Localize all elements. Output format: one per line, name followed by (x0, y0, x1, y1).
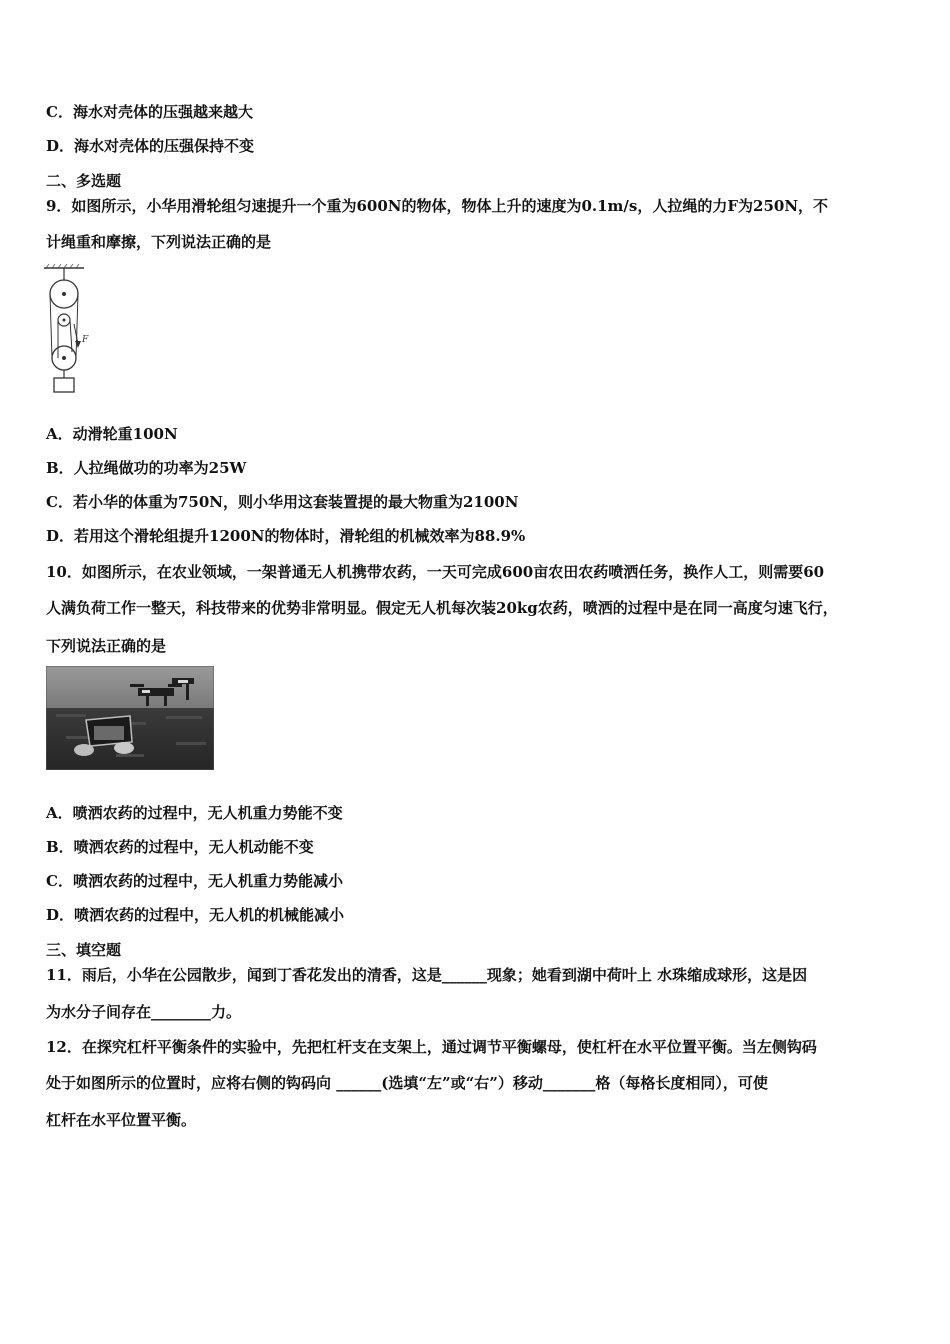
q12-line2: 处于如图所示的位置时，应将右侧的钩码向 ______(选填“左”或“右”）移动_______格（每格长度相同），可使 (46, 1074, 768, 1092)
q11-line1: 11．雨后，小华在公园散步，闻到丁香花发出的清香，这是______现象；她看到湖中荷叶上 水珠缩成球形，这是因 (46, 966, 808, 984)
q10-stem-line2: 人满负荷工作一整天，科技带来的优势非常明显。假定无人机每次装20kg农药，喷洒的过程中是在同一高度匀速飞行， (46, 599, 838, 617)
q10-option-c: C．喷洒农药的过程中，无人机重力势能减小 (46, 872, 343, 890)
q10-option-b: B．喷洒农药的过程中，无人机动能不变 (46, 838, 314, 856)
q10-stem-line3: 下列说法正确的是 (46, 637, 167, 655)
section-title-fill-in: 三、填空题 (46, 941, 122, 959)
q9-stem-line1: 9．如图所示，小华用滑轮组匀速提升一个重为600N的物体，物体上升的速度为0.1m/s，人拉绳的力F为250N，不 (46, 197, 829, 215)
q10-option-d: D．喷洒农药的过程中，无人机的机械能减小 (46, 906, 345, 924)
option-d-prev: D．海水对壳体的压强保持不变 (46, 137, 255, 155)
section-title-multiple-choice: 二、多选题 (46, 172, 122, 190)
option-c-prev: C．海水对壳体的压强越来越大 (46, 103, 253, 121)
q10-option-a: A．喷洒农药的过程中，无人机重力势能不变 (46, 804, 343, 822)
pulley-figure (40, 262, 100, 396)
q9-option-a: A．动滑轮重100N (46, 425, 178, 443)
q9-stem-line2: 计绳重和摩擦，下列说法正确的是 (46, 233, 272, 251)
q10-stem-line1: 10．如图所示，在农业领域，一架普通无人机携带农药，一天可完成600亩农田农药喷洒任务，换作人工，则需要60 (46, 563, 825, 581)
q9-option-b: B．人拉绳做功的功率为25W (46, 459, 247, 477)
q9-option-d: D．若用这个滑轮组提升1200N的物体时，滑轮组的机械效率为88.9% (46, 527, 526, 545)
q12-line3: 杠杆在水平位置平衡。 (46, 1111, 197, 1129)
q9-option-c: C．若小华的体重为750N，则小华用这套装置提的最大物重为2100N (46, 493, 519, 511)
q11-line2: 为水分子间存在________力。 (46, 1003, 242, 1021)
q12-line1: 12．在探究杠杆平衡条件的实验中，先把杠杆支在支架上，通过调节平衡螺母，使杠杆在水平位置平衡。当左侧钩码 (46, 1038, 817, 1056)
pulley-force-label: F (82, 335, 89, 345)
drone-photo (46, 666, 214, 770)
